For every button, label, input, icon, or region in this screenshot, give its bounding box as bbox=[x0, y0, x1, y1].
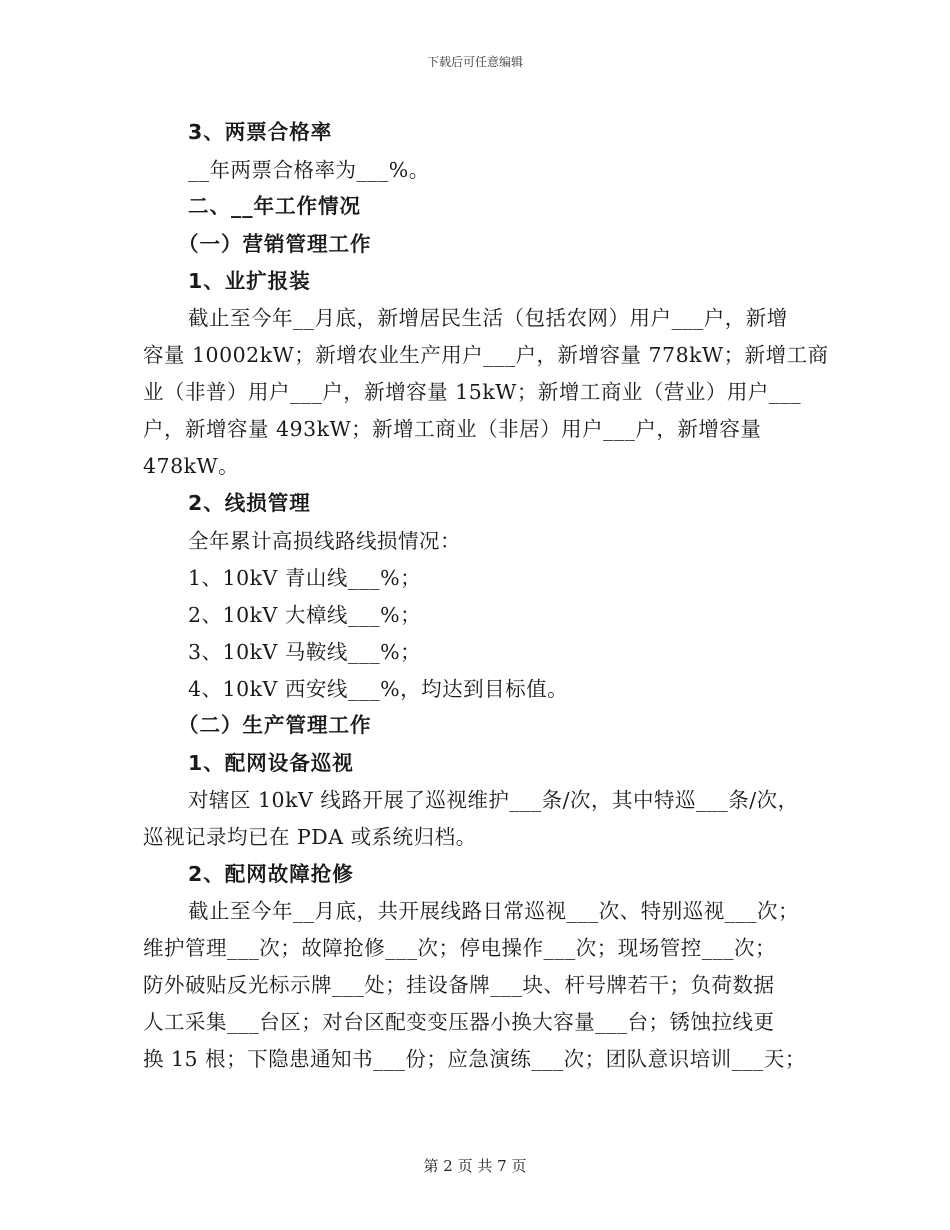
section-heading: 1、业扩报装 bbox=[188, 269, 311, 293]
paragraph-line: 截止至今年__月底，共开展线路日常巡视___次、特别巡视___次； bbox=[188, 899, 799, 923]
list-item: 1、10kV 青山线___%； bbox=[188, 566, 422, 590]
paragraph-line: 容量 10002kW；新增农业生产用户___户，新增容量 778kW；新增工商 bbox=[143, 343, 829, 367]
paragraph-line: 全年累计高损线路线损情况： bbox=[188, 529, 461, 553]
section-heading: 2、配网故障抢修 bbox=[188, 862, 354, 886]
paragraph-line: 巡视记录均已在 PDA 或系统归档。 bbox=[143, 825, 477, 849]
paragraph-line: 户，新增容量 493kW；新增工商业（非居）用户___户，新增容量 bbox=[143, 417, 762, 441]
paragraph-line: __年两票合格率为___%。 bbox=[188, 158, 430, 182]
chapter-heading: 二、__年工作情况 bbox=[188, 194, 361, 218]
paragraph-line: 换 15 根；下隐患通知书___份；应急演练___次；团队意识培训___天； bbox=[143, 1047, 806, 1071]
subchapter-heading: （一）营销管理工作 bbox=[178, 232, 372, 256]
paragraph-line: 防外破贴反光标示牌___处；挂设备牌___块、杆号牌若干；负荷数据 bbox=[143, 973, 775, 997]
section-heading: 3、两票合格率 bbox=[188, 120, 333, 144]
paragraph-line: 对辖区 10kV 线路开展了巡视维护___条/次，其中特巡___条/次， bbox=[188, 788, 799, 812]
list-item: 3、10kV 马鞍线___%； bbox=[188, 640, 422, 664]
paragraph-line: 维护管理___次；故障抢修___次；停电操作___次；现场管控___次； bbox=[143, 936, 776, 960]
page-footer: 第 2 页 共 7 页 bbox=[423, 1157, 527, 1175]
subchapter-heading: （二）生产管理工作 bbox=[178, 713, 372, 737]
list-item: 4、10kV 西安线___%，均达到目标值。 bbox=[188, 677, 569, 701]
paragraph-line: 人工采集___台区；对台区配变变压器小换大容量___台；锈蚀拉线更 bbox=[143, 1010, 775, 1034]
section-heading: 2、线损管理 bbox=[188, 491, 311, 515]
section-heading: 1、配网设备巡视 bbox=[188, 751, 354, 775]
paragraph-line: 478kW。 bbox=[143, 454, 240, 478]
paragraph-line: 截止至今年__月底，新增居民生活（包括农网）用户___户，新增 bbox=[188, 306, 788, 330]
page-header: 下载后可任意编辑 bbox=[426, 55, 523, 69]
list-item: 2、10kV 大樟线___%； bbox=[188, 603, 422, 627]
paragraph-line: 业（非普）用户___户，新增容量 15kW；新增工商业（营业）用户___ bbox=[143, 380, 802, 404]
